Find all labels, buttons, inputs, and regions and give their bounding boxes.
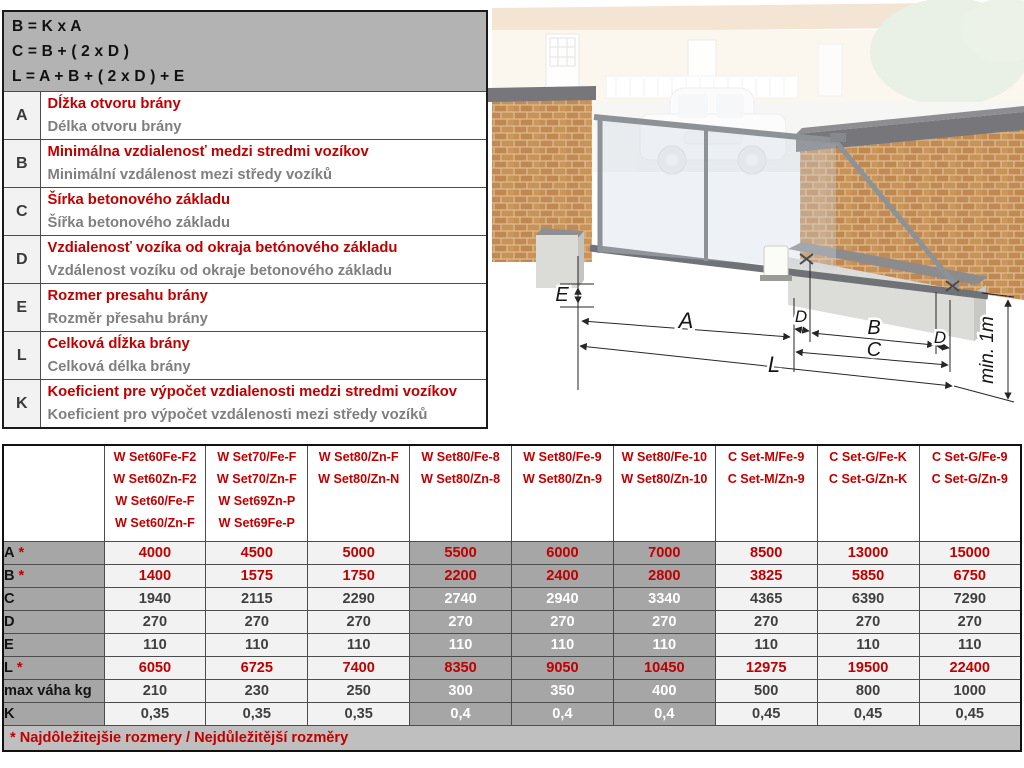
- spec-value-cell: 6725: [206, 656, 308, 679]
- legend-key: K: [3, 380, 40, 429]
- spec-value-cell: 270: [817, 610, 919, 633]
- legend-table-container: [2, 10, 488, 429]
- pillar-cap: [488, 86, 596, 102]
- gate-guide-bracket: [830, 133, 846, 142]
- spec-row: [3, 702, 1021, 725]
- legend-row: [3, 284, 487, 332]
- important-star: *: [18, 544, 25, 561]
- product-model-name: W Set80/Zn-N: [318, 472, 400, 486]
- legend-text: [40, 284, 487, 332]
- product-column-header: [919, 445, 1021, 541]
- spec-value-cell: 270: [919, 610, 1021, 633]
- dim-label-d-left: D: [794, 307, 808, 326]
- spec-value-cell: 3825: [715, 564, 817, 587]
- product-column-header: [715, 445, 817, 541]
- product-model-name: W Set80/Fe-9: [523, 450, 602, 464]
- product-model-name: W Set69Zn-P: [218, 494, 296, 508]
- formula-line: C = B + ( 2 x D ): [12, 43, 130, 60]
- legend-text-cz: Rozměr přesahu brány: [47, 310, 208, 327]
- spec-row: [3, 679, 1021, 702]
- product-model-name: C Set-G/Fe-9: [931, 450, 1008, 464]
- legend-text-cz: Délka otvoru brány: [47, 118, 182, 135]
- spec-value-cell: 8350: [410, 656, 512, 679]
- product-model-name: W Set80/Fe-8: [421, 450, 500, 464]
- dim-d-left-line: [795, 329, 809, 331]
- legend-key: A: [3, 92, 40, 140]
- spec-value-cell: 6750: [919, 564, 1021, 587]
- legend-text-sk: Celková dĺžka brány: [47, 336, 190, 352]
- legend-text-sk: Koeficient pre výpočet vzdialenosti medzi stredmi vozíkov: [47, 384, 457, 400]
- gate-illustration: [488, 0, 1024, 440]
- spec-value-cell: 0,45: [919, 702, 1021, 725]
- product-column-header: [512, 445, 614, 541]
- spec-value-cell: 5500: [410, 541, 512, 564]
- legend-key: E: [3, 284, 40, 332]
- product-model-name: C Set-M/Fe-9: [728, 450, 805, 464]
- legend-text: [40, 236, 487, 284]
- product-model-name: W Set80/Fe-10: [621, 450, 707, 464]
- product-model-name: W Set70/Zn-F: [216, 472, 297, 486]
- dim-label-l: L: [767, 352, 781, 377]
- legend-table: [2, 10, 488, 429]
- spec-value-cell: 210: [104, 679, 206, 702]
- legend-text: [40, 380, 487, 429]
- dim-label-e: E: [555, 284, 569, 306]
- spec-row-label: [3, 633, 104, 656]
- spec-row-label-text: A: [4, 544, 15, 561]
- spec-value-cell: 13000: [817, 541, 919, 564]
- dim-label-b: B: [867, 317, 881, 339]
- product-model-name: W Set60/Zn-F: [115, 516, 195, 530]
- spec-value-cell: 5000: [308, 541, 410, 564]
- spec-row-label: [3, 564, 104, 587]
- legend-text: [40, 92, 487, 140]
- spec-value-cell: 1400: [104, 564, 206, 587]
- spec-value-cell: 6000: [512, 541, 614, 564]
- product-column-header: [104, 445, 206, 541]
- spec-row-label-text: E: [4, 636, 14, 653]
- spec-value-cell: 110: [817, 633, 919, 656]
- spec-value-cell: 15000: [919, 541, 1021, 564]
- spec-value-cell: 2740: [410, 587, 512, 610]
- product-column-header: [817, 445, 919, 541]
- legend-text-sk: Šírka betonového základu: [47, 192, 231, 208]
- spec-value-cell: 7400: [308, 656, 410, 679]
- legend-text: [40, 332, 487, 380]
- spec-value-cell: 4365: [715, 587, 817, 610]
- spec-value-cell: 300: [410, 679, 512, 702]
- product-model-name: C Set-G/Zn-9: [931, 472, 1008, 486]
- spec-value-cell: 400: [613, 679, 715, 702]
- legend-text-sk: Vzdialenosť vozíka od okraja betónového základu: [47, 240, 398, 256]
- product-model-name: C Set-M/Zn-9: [727, 472, 805, 486]
- spec-row-label: [3, 656, 104, 679]
- spec-value-cell: 12975: [715, 656, 817, 679]
- dim-l-line: [580, 346, 952, 386]
- legend-row: [3, 140, 487, 188]
- gate-motor-base: [760, 275, 792, 281]
- spec-value-cell: 7000: [613, 541, 715, 564]
- dim-label-c: C: [866, 339, 882, 361]
- spec-value-cell: 9050: [512, 656, 614, 679]
- product-model-name: W Set80/Zn-F: [318, 450, 399, 464]
- legend-text-sk: Minimálna vzdialenosť medzi stredmi vozíkov: [47, 144, 369, 160]
- spec-value-cell: 0,35: [206, 702, 308, 725]
- spec-value-cell: 19500: [817, 656, 919, 679]
- spec-value-cell: 0,35: [104, 702, 206, 725]
- spec-value-cell: 4500: [206, 541, 308, 564]
- specs-header-row: [3, 445, 1021, 541]
- spec-value-cell: 110: [206, 633, 308, 656]
- specs-corner-cell: [3, 445, 104, 541]
- product-model-name: W Set70/Fe-F: [217, 450, 297, 464]
- product-model-name: C Set-G/Zn-K: [828, 472, 908, 486]
- legend-row: [3, 236, 487, 284]
- product-model-name: W Set60Zn-F2: [113, 472, 197, 486]
- legend-row: [3, 92, 487, 140]
- spec-row-label: [3, 702, 104, 725]
- spec-value-cell: 0,4: [613, 702, 715, 725]
- product-model-name: C Set-G/Fe-K: [829, 450, 907, 464]
- product-column-header: [613, 445, 715, 541]
- foundation-left: [536, 228, 584, 288]
- spec-value-cell: 270: [512, 610, 614, 633]
- formula-line: L = A + B + ( 2 x D ) + E: [12, 68, 185, 85]
- spec-value-cell: 7290: [919, 587, 1021, 610]
- spec-value-cell: 110: [919, 633, 1021, 656]
- product-model-name: W Set69Fe-P: [218, 516, 295, 530]
- legend-key: D: [3, 236, 40, 284]
- spec-value-cell: 110: [613, 633, 715, 656]
- formula-block: [3, 11, 487, 92]
- spec-value-cell: 110: [512, 633, 614, 656]
- spec-value-cell: 1000: [919, 679, 1021, 702]
- legend-text-sk: Dĺžka otvoru brány: [47, 96, 181, 112]
- spec-row: [3, 610, 1021, 633]
- spec-value-cell: 1575: [206, 564, 308, 587]
- legend-key: B: [3, 140, 40, 188]
- legend-row: [3, 380, 487, 429]
- dim-label-min1m: min. 1m: [977, 316, 998, 384]
- gate-panel: [600, 118, 836, 270]
- spec-value-cell: 270: [104, 610, 206, 633]
- spec-value-cell: 4000: [104, 541, 206, 564]
- spec-value-cell: 350: [512, 679, 614, 702]
- spec-row-label-text: B: [4, 567, 15, 584]
- product-model-name: W Set60/Fe-F: [115, 494, 195, 508]
- min1m-tick-bottom: [954, 386, 1014, 402]
- spec-value-cell: 2115: [206, 587, 308, 610]
- spec-row-label: [3, 610, 104, 633]
- spec-row-label-text: D: [4, 613, 15, 630]
- footnote: * Najdôležitejšie rozmery / Nejdůležitější rozměry: [3, 725, 1021, 751]
- spec-value-cell: 110: [308, 633, 410, 656]
- spec-value-cell: 0,35: [308, 702, 410, 725]
- spec-row-label-text: max váha kg: [4, 682, 92, 699]
- specs-table: [2, 444, 1022, 752]
- spec-value-cell: 0,45: [817, 702, 919, 725]
- dim-label-d-right: D: [933, 328, 947, 347]
- spec-value-cell: 0,4: [512, 702, 614, 725]
- legend-text-cz: Celková délka brány: [47, 358, 191, 375]
- spec-value-cell: 8500: [715, 541, 817, 564]
- legend-text-cz: Minimální vzdálenost mezi středy vozíků: [47, 166, 333, 183]
- spec-row: [3, 564, 1021, 587]
- legend-key: L: [3, 332, 40, 380]
- spec-value-cell: 2940: [512, 587, 614, 610]
- product-model-name: W Set80/Zn-8: [421, 472, 501, 486]
- legend-text-cz: Koeficient pro výpočet vzdálenosti mezi středy vozíků: [47, 406, 428, 423]
- house-door-right: [818, 44, 842, 96]
- spec-row-label: [3, 679, 104, 702]
- spec-value-cell: 110: [715, 633, 817, 656]
- legend-text: [40, 140, 487, 188]
- spec-value-cell: 1940: [104, 587, 206, 610]
- spec-value-cell: 0,4: [410, 702, 512, 725]
- legend-row: [3, 188, 487, 236]
- spec-value-cell: 270: [410, 610, 512, 633]
- product-column-header: [410, 445, 512, 541]
- spec-value-cell: 800: [817, 679, 919, 702]
- spec-value-cell: 10450: [613, 656, 715, 679]
- gate-illustration-svg: [488, 0, 1024, 440]
- product-model-name: W Set80/Zn-10: [621, 472, 708, 486]
- spec-row-label-text: C: [4, 590, 15, 607]
- legend-text-cz: Šířka betonového základu: [47, 214, 231, 231]
- specs-table-container: [2, 444, 1022, 752]
- spec-value-cell: 22400: [919, 656, 1021, 679]
- product-column-header: [308, 445, 410, 541]
- spec-value-cell: 110: [104, 633, 206, 656]
- spec-value-cell: 1750: [308, 564, 410, 587]
- spec-value-cell: 500: [715, 679, 817, 702]
- legend-text-sk: Rozmer presahu brány: [47, 288, 208, 304]
- spec-value-cell: 230: [206, 679, 308, 702]
- product-model-name: W Set80/Zn-9: [522, 472, 602, 486]
- spec-value-cell: 0,45: [715, 702, 817, 725]
- spec-value-cell: 2200: [410, 564, 512, 587]
- spec-row: [3, 656, 1021, 679]
- specs-footer-row: [3, 725, 1021, 751]
- spec-value-cell: 250: [308, 679, 410, 702]
- spec-value-cell: 270: [206, 610, 308, 633]
- spec-row: [3, 541, 1021, 564]
- spec-value-cell: 6050: [104, 656, 206, 679]
- spec-row-label: [3, 587, 104, 610]
- legend-key: C: [3, 188, 40, 236]
- formula-row: [3, 11, 487, 92]
- spec-value-cell: 2290: [308, 587, 410, 610]
- legend-row: [3, 332, 487, 380]
- spec-row-label: [3, 541, 104, 564]
- important-star: *: [18, 567, 25, 584]
- spec-row-label-text: L: [4, 659, 13, 676]
- spec-value-cell: 270: [613, 610, 715, 633]
- spec-row: [3, 587, 1021, 610]
- spec-value-cell: 2400: [512, 564, 614, 587]
- spec-value-cell: 270: [308, 610, 410, 633]
- dim-label-a: A: [678, 308, 694, 333]
- spec-row-label-text: K: [4, 705, 15, 722]
- legend-text-cz: Vzdálenost vozíku od okraje betonového základu: [47, 262, 393, 279]
- product-model-name: W Set60Fe-F2: [113, 450, 197, 464]
- gate-motor: [764, 246, 788, 278]
- spec-row: [3, 633, 1021, 656]
- formula-line: B = K x A: [12, 18, 82, 35]
- important-star: *: [16, 659, 23, 676]
- legend-text: [40, 188, 487, 236]
- spec-value-cell: 270: [715, 610, 817, 633]
- spec-value-cell: 6390: [817, 587, 919, 610]
- spec-value-cell: 5850: [817, 564, 919, 587]
- spec-value-cell: 3340: [613, 587, 715, 610]
- spec-value-cell: 110: [410, 633, 512, 656]
- product-column-header: [206, 445, 308, 541]
- spec-value-cell: 2800: [613, 564, 715, 587]
